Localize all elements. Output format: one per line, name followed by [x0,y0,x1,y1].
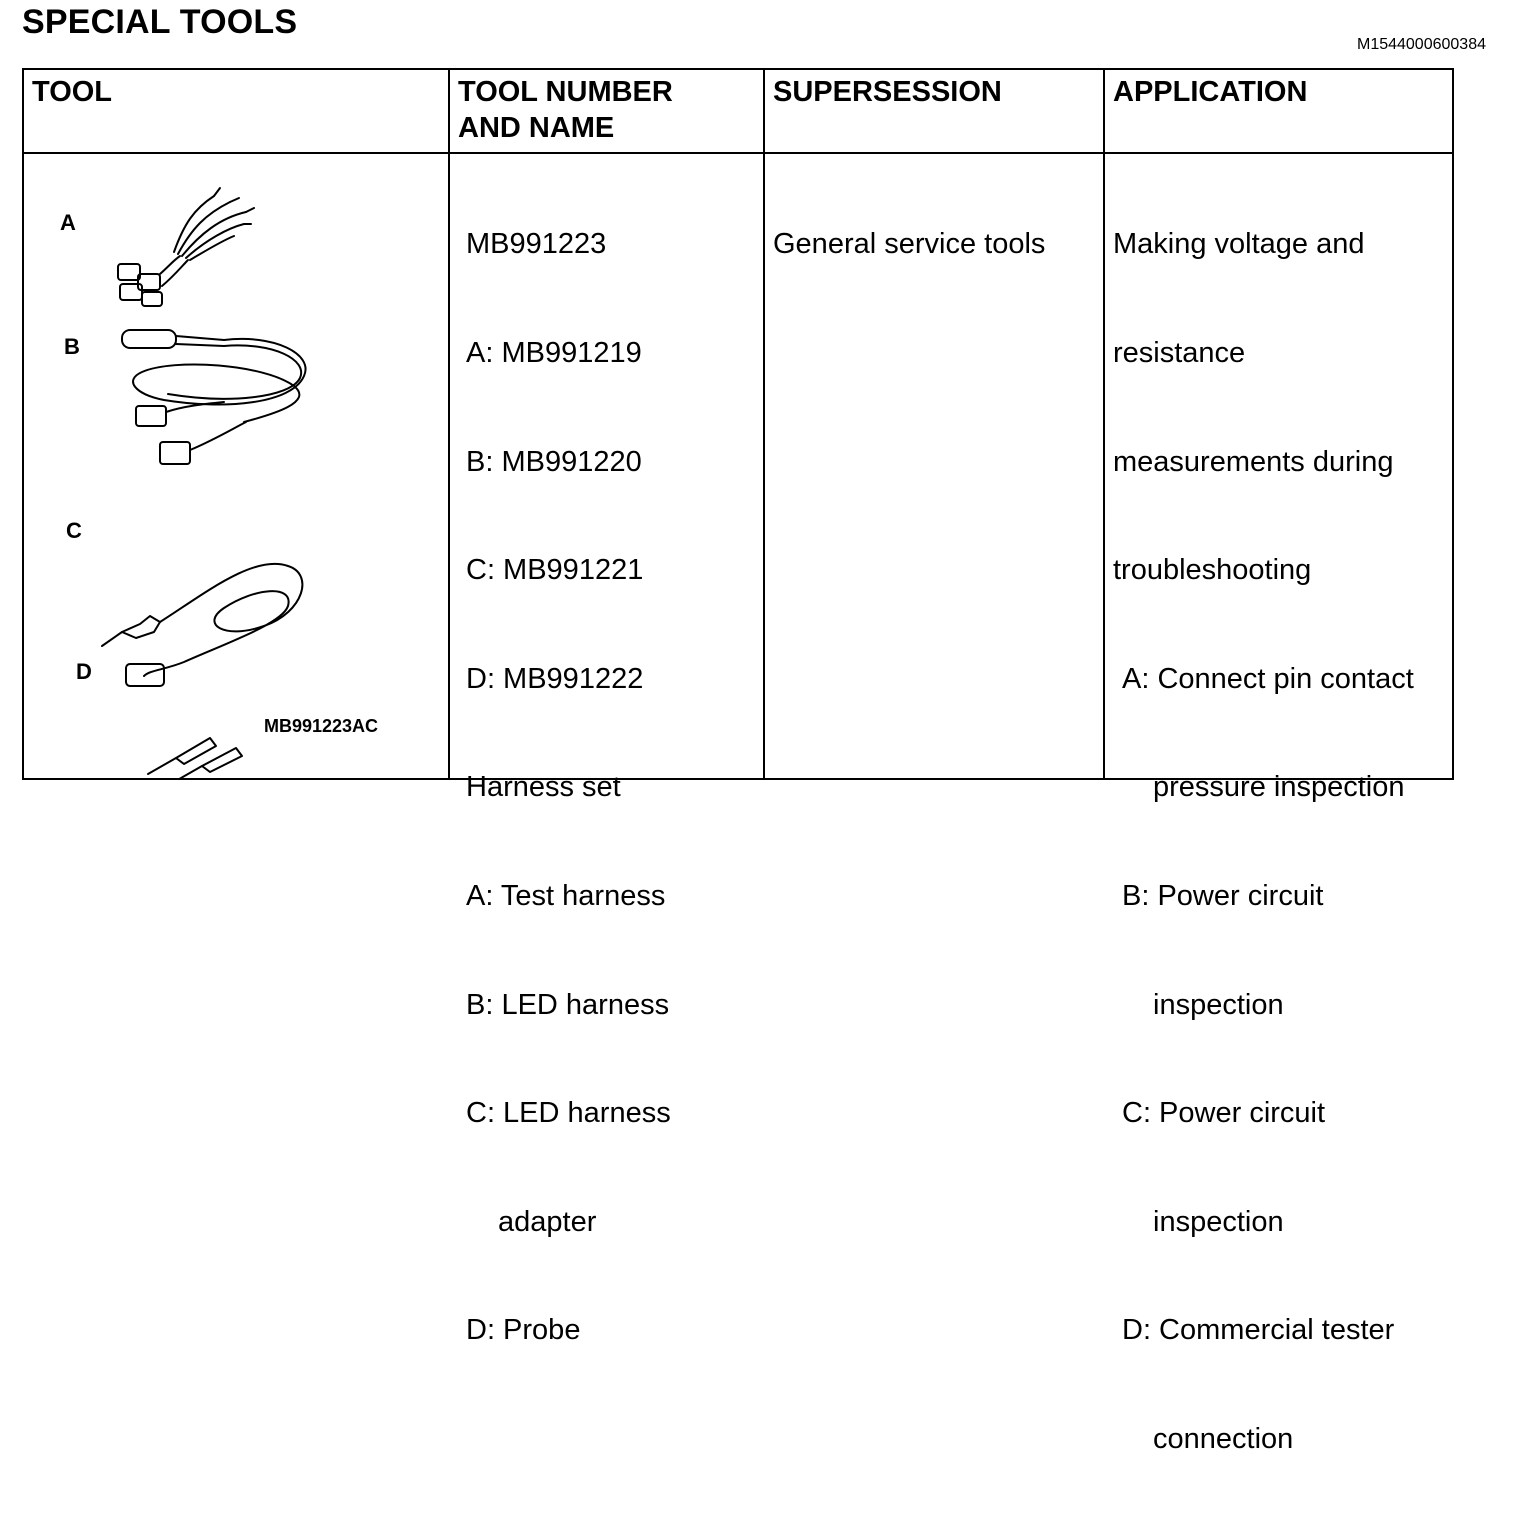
header-application: APPLICATION [1113,76,1308,108]
probe-drawing [148,738,242,778]
column-divider [763,70,765,778]
tool-number-line: C: LED harness [466,1097,671,1130]
application-line: B: Power circuit [1122,879,1324,912]
header-supersession: SUPERSESSION [773,76,1002,108]
application-line: D: Commercial tester [1122,1314,1395,1347]
tool-illustration [24,154,450,778]
application-line: measurements during [1113,445,1394,478]
application-line: Making voltage and [1113,228,1365,261]
application-line: pressure inspection [1153,771,1405,804]
application-line: inspection [1153,1205,1284,1238]
supersession-cell [773,154,1045,335]
tool-number-line: A: MB991219 [466,337,642,369]
application-line: C: Power circuit [1122,1097,1326,1130]
special-tools-table [22,68,1454,1455]
tool-number-line: B: MB991220 [466,445,642,478]
column-divider [1103,70,1105,778]
application-cell [1113,154,1414,1530]
application-line: troubleshooting [1113,554,1312,587]
document-id: M1544000600384 [1356,36,1486,53]
tool-number-line: C: MB991221 [466,554,644,587]
tool-number-line: adapter [498,1205,597,1238]
harness-set-drawing [24,154,450,778]
tool-label-a: A [60,210,76,235]
application-line: A: Connect pin contact [1122,662,1414,695]
page-title: SPECIAL TOOLS [22,3,298,41]
header-tool: TOOL [32,76,113,108]
tool-number-line: MB991223 [466,228,607,261]
application-line: inspection [1153,988,1284,1021]
tool-number-line: A: Test harness [466,879,666,912]
application-line: connection [1153,1422,1294,1455]
tool-number-line: D: Probe [466,1314,581,1347]
tool-number-and-name-cell [458,154,671,1421]
tool-label-c: C [66,518,82,543]
illustration-code: MB991223AC [264,716,379,736]
header-tool-number-line1: TOOL NUMBER [458,76,673,108]
tool-label-d: D [76,659,92,684]
tool-number-line: D: MB991222 [466,662,644,695]
header-tool-number-and-name [458,74,673,146]
test-harness-drawing [118,188,254,306]
tool-number-line: B: LED harness [466,988,670,1021]
tool-label-b: B [64,334,80,359]
application-line: resistance [1113,337,1246,369]
tool-number-line: Harness set [466,771,621,804]
led-harness-drawing [122,330,306,464]
led-harness-adapter-drawing [102,564,302,686]
header-tool-number-line2: AND NAME [458,112,615,144]
supersession-text: General service tools [773,228,1046,261]
